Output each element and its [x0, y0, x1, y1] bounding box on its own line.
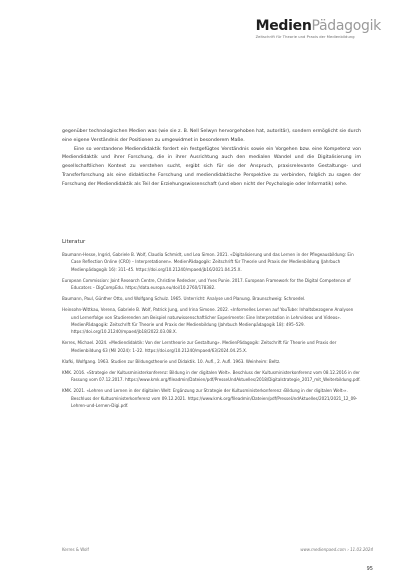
reference-item: Klafki, Wolfgang. 1963. Studien zur Bildungstheorie und Didaktik. 10. Aufl., 2. Aufl. 1963. Weinheim: Beltz.: [62, 358, 281, 364]
reference-item: European Commission: Joint Research Centre, Christine Redecker, und Yves Punie. 2017. European Framework for the Digital Competence of Educators – DigCompEdu. https://data.europa.eu/doi/10.2760/178382.: [62, 277, 351, 291]
logo-title-light: Pädagogik: [311, 18, 381, 34]
paragraph-2: Eine so verstandene Mediendidaktik fordert ein festgefügtes Verständnis sowie ein Vorgehen bzw. eine Kompetenz von Mediendidaktik und ihrer Forschung, die in ihrer Ausrichtung auch den medialen Wandel und die Digitalisierung im gesellschaftlichen Kontext zu verstehen sucht, ergibt sich für sie der Anspruch, praxisrelevante Gestaltungs- und Transferforschung als eine didaktische Forschung und mediendidaktische Perspektive zu verbinden, folglich zu sagen der Forschung der Mediendidaktik als Teil der Erziehungswissenschaft (und eben nicht der Psychologie oder Informatik) sehe.: [62, 146, 361, 187]
reference-item: Heinsohn-Wittkau, Verena, Gabriele B. Wolf, Patrick Jung, und Irina Simone. 2022. «Informelles Lernen auf YouTube: Inhaltsbezogene Analysen und Lernerfolge von Studierenden am Beispiel naturwissenschaftlicher Experimente: Eine Interpretation in Lehrvideos und Videos». MedienPädagogik: Zeitschrift für Theorie und Praxis der Medienbildung (Jahrbuch Medienpädagogik 18): 495–529. https://doi.org/10.21240/mpaed/jb18/2022.03.08.X.: [62, 307, 354, 335]
paragraph-1: gegenüber technologischen Medien was (wie sie z. B. Nell Selwyn hervorgehoben hat, autoritär), sondern ermöglicht sie durch eine eigene Verständnis der Positionen zu umgewidmet in besonderem Maße.: [62, 129, 361, 143]
page-number: 95: [366, 566, 373, 572]
journal-logo-title: [256, 19, 381, 34]
reference-item: KMK. 2021. «Lehren und Lernen in der digitalen Welt: Ergänzung zur Strategie der Kultusministerkonferenz ‹Bildung in der digitalen Welt›». Beschluss der Kultusministerkonferenz vom 09.12.2021. https://www.kmk.org/fileadmin/Dateien/pdf/PresseUndAktuelles/2021/2021_12_09-Lehren-und-Lernen-Digi.pdf.: [62, 388, 358, 409]
reference-item: Kerres, Michael. 2024. «Mediendidaktik: Von der Lerntheorie zur Gestaltung». MedienPädagogik: Zeitschrift für Theorie und Praxis der Medienbildung 63 (Mil 2024): 1–22. https://doi.org/10.21240/mpaed/63/2024.04.25.X.: [62, 340, 337, 353]
reference-item: Baumann-Hesse, Ingrid, Gabriele B. Wolf, Claudia Schmidt, und Lea Simon. 2021. «Digitalisierung und das Lernen in der Pflegeausbildung: Ein Case Reflection Online (CRO) – Interpretationen». MedienPädagogik: Zeitschrift für Theorie und Praxis der Medienbildung (Jahrbuch Medienpädagogik 16): 311–45. https://doi.org/10.21240/mpaed/jb16/2021.04.25.X.: [62, 252, 354, 272]
reference-item: KMK. 2016. «Strategie der Kultusministerkonferenz: Bildung in der digitalen Welt». Beschluss der Kultusministerkonferenz vom 08.12.2016 in der Fassung vom 07.12.2017. https://www.kmk.org/fileadmin/Dateien/pdf/PresseUndAktuelles/2018/Digitalstrategie_2017_mit_Weiterbildung.pdf.: [62, 369, 361, 383]
footer-url: www.medienpaed.com › 11.03.2024: [300, 547, 373, 552]
reference-item: Baumann, Paul, Günther Otto, und Wolfgang Schulz. 1965. Unterricht: Analyse und Planung. Braunschweig: Schroedel.: [62, 296, 306, 302]
literature-heading: Literatur: [62, 239, 86, 245]
logo-title-bold: Medien: [255, 18, 312, 34]
body-text: [62, 128, 361, 190]
footer-authors: Kerres & Wolf: [62, 547, 89, 552]
reference-list: [62, 251, 362, 413]
journal-logo-subtitle: Zeitschrift für Theorie und Praxis der Medienbildung: [255, 35, 355, 39]
journal-logo: [256, 19, 381, 40]
